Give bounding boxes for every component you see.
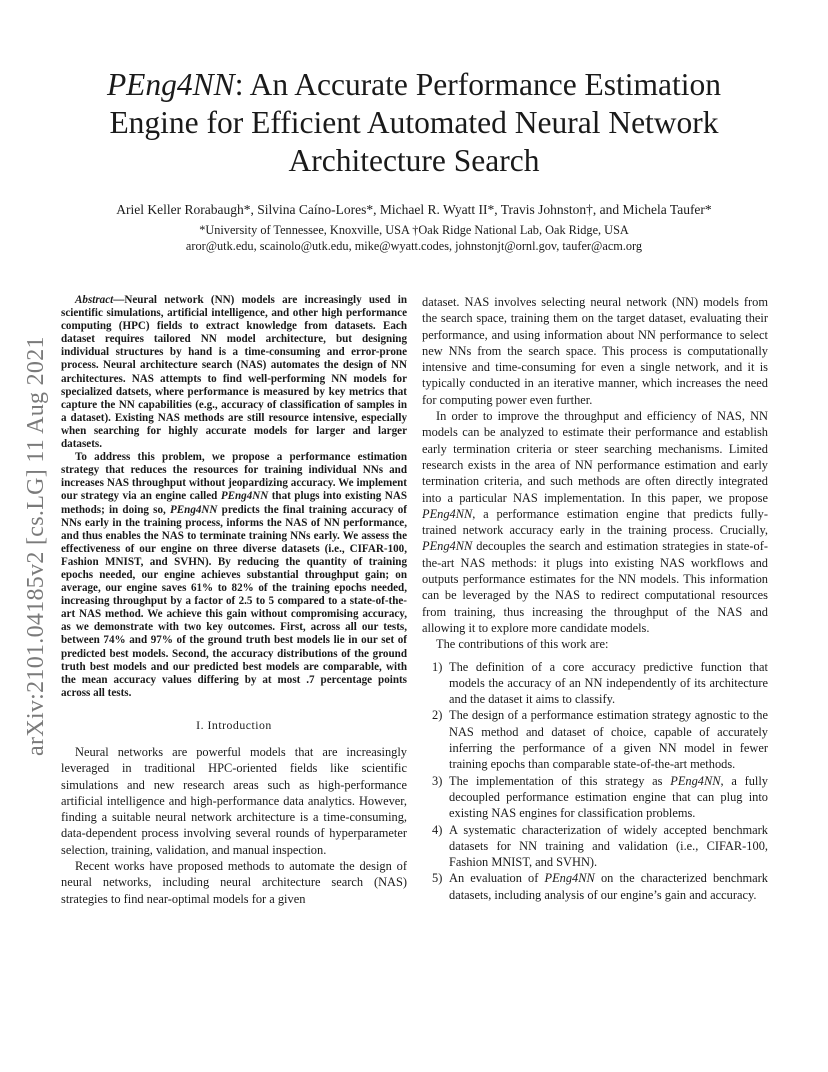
list-item-text: The definition of a core accuracy predictive function that models the accuracy of an NN independently of its architecture and the dataset it aims to classify. (449, 659, 768, 707)
engine-name: PEng4NN (544, 871, 595, 886)
title-rest: : An Accurate Performance Estimation Engine for Efficient Automated Neural Network Architecture Search (109, 67, 722, 178)
list-number: 3) (432, 773, 443, 788)
list-item-text: The implementation of this strategy as (449, 773, 671, 788)
title-engine-name: PEng4NN (106, 67, 235, 102)
list-item-text: A systematic characterization of widely accepted benchmark datasets for NN training and validation (i.e., CIFAR-100, Fashion MNIST, and SVHN). (449, 822, 768, 870)
abstract-paragraph-1 (61, 294, 407, 451)
abstract-label: Abstract (75, 294, 114, 306)
list-number: 1) (432, 659, 443, 674)
paper-title (60, 66, 768, 180)
affiliations: *University of Tennessee, Knoxville, USA †Oak Ridge National Lab, Oak Ridge, USA (199, 223, 629, 237)
intro-paragraph-2: Recent works have proposed methods to automate the design of neural networks, including neural architecture search (NAS) strategies to find near-optimal models for a given (61, 858, 407, 906)
list-item (422, 822, 768, 871)
list-item-text-end: on the characterized benchmark datasets, including analysis of our engine’s gain and accuracy. (449, 871, 768, 902)
abstract (61, 294, 407, 700)
engine-name: PEng4NN (422, 539, 473, 554)
engine-name: PEng4NN (670, 773, 721, 788)
contributions-list (422, 659, 768, 903)
abstract-p2-part-c: predicts the final training accuracy of NNs early in the training process, informs the NAS of NN performance, and thus enables the NAS to terminate training NNs early. We assess the effectiveness of our engine on three diverse datasets (i.e., CIFAR-100, Fashion MNIST, and SVHN). By reducing the quantity of training epochs needed, our engine achieves substantial throughput gain; on average, our engine saves 61% to 82% of the training epochs needed, increasing throughput by a factor of 2.5 to 5 compared to a state-of-the-art NAS method. We achieve this gain without compromising accuracy, as we demonstrate with two key outcomes. First, across all our tests, between 74% and 97% of the ground truth best models lie in our set of predicted best models. Second, the accuracy distributions of the ground truth best models and our predicted best models are comparable, with the mean accuracy values differing by at most .7 percentage points across all tests. (61, 503, 407, 699)
contributions-intro: The contributions of this work are: (436, 637, 609, 652)
list-item (422, 773, 768, 822)
list-item-text-end: , a fully decoupled performance estimation engine that can plug into existing NAS engines for classification problems. (449, 773, 768, 821)
arxiv-stamp: arXiv:2101.04185v2 [cs.LG] 11 Aug 2021 (23, 336, 49, 756)
abstract-p2-part-b: that plugs into existing NAS methods; in doing so, (61, 490, 407, 516)
engine-name: PEng4NN (422, 506, 473, 521)
list-number: 4) (432, 822, 443, 837)
abstract-paragraph-2 (61, 451, 407, 700)
abstract-p1-text: Neural network (NN) models are increasingly used in scientific simulations, artificial intelligence, and other high performance computing (HPC) fields to extract knowledge from datasets. Each dataset requires tailored NN model architecture, but designing individual structures by hand is a time-consuming and error-prone process. Neural architecture search (NAS) automates the design of NN architectures. NAS attempts to find well-performing NN models for specialized datsets, where performance is measured by key metrics that capture the NN capabilities (e.g., accuracy of classification of samples in a dataset). Existing NAS methods are still resource intensive, especially when searching for highly accurate models for larger and larger datasets. (61, 294, 407, 451)
list-number: 2) (432, 708, 443, 723)
engine-name: PEng4NN (169, 503, 218, 516)
introduction-text (61, 744, 407, 907)
engine-name: PEng4NN (220, 490, 269, 503)
list-item (422, 870, 768, 903)
author-emails: aror@utk.edu, scainolo@utk.edu, mike@wyatt.codes, johnstonjt@ornl.gov, taufer@acm.org (185, 239, 643, 253)
right-p2-part-c: decouples the search and estimation strategies in state-of-the-art NAS methods: it plugs into existing NAS workflows and outputs performance estimates for the NN models. This information can be leveraged by the NAS to redirect computational resources from training, thus increasing the throughput of the NAS and allowing it to explore more candidate models. (422, 539, 768, 635)
abstract-dash: — (113, 294, 125, 306)
left-column (61, 294, 407, 907)
list-item (422, 707, 768, 772)
list-item-text: The design of a performance estimation strategy agnostic to the NAS method and dataset of choice, capable of accurately inferring the performance of a given NN model in fewer training epochs than comparable state-of-the-art methods. (449, 708, 768, 772)
abstract-p2-part-a: To address this problem, we propose a performance estimation strategy that reduces the resources for training individual NNs and increases NAS throughput without jeopardizing accuracy. We implement our strategy via an engine called (61, 451, 407, 503)
right-column (422, 294, 768, 903)
right-p2-part-b: , a performance estimation engine that predicts fully-trained network accuracy early in the training process. Crucially, (422, 506, 768, 538)
right-paragraph-1: dataset. NAS involves selecting neural network (NN) models from the search space, training them on the target dataset, evaluating their performance, and using information about NN performance to select new NNs from the search space. This process is computationally intensive and time-consuming for even a single network, and it is typically conducted in an iterative manner, which increases the need for computing power even further. (422, 295, 768, 407)
author-list: Ariel Keller Rorabaugh*, Silvina Caíno-Lores*, Michael R. Wyatt II*, Travis Johnston†, and Michela Taufer* (116, 202, 712, 217)
intro-paragraph-1: Neural networks are powerful models that are increasingly leveraged in traditional HPC-oriented fields like scientific simulations and new research areas such as high-performance artificial intelligence and high-performance data analytics. However, finding a suitable neural network architecture is a time-consuming, data-dependent process involving several rounds of hyperparameter selection, training, validation, and manual inspection. (61, 744, 407, 857)
list-item-text: An evaluation of (449, 871, 545, 886)
affiliation-block (40, 222, 788, 254)
right-paragraph-2 (422, 408, 768, 636)
section-heading-introduction: I. Introduction (196, 717, 272, 732)
list-number: 5) (432, 871, 443, 886)
right-p2-part-a: In order to improve the throughput and efficiency of NAS, NN models can be analyzed to estimate their performance and establish early termination criteria or steer searching mechanisms. Limited research exists in the area of NN performance estimation and early termination criteria, and such methods are often directly integrated into a particular NAS implementation. In this paper, we propose (422, 409, 768, 505)
list-item (422, 659, 768, 708)
